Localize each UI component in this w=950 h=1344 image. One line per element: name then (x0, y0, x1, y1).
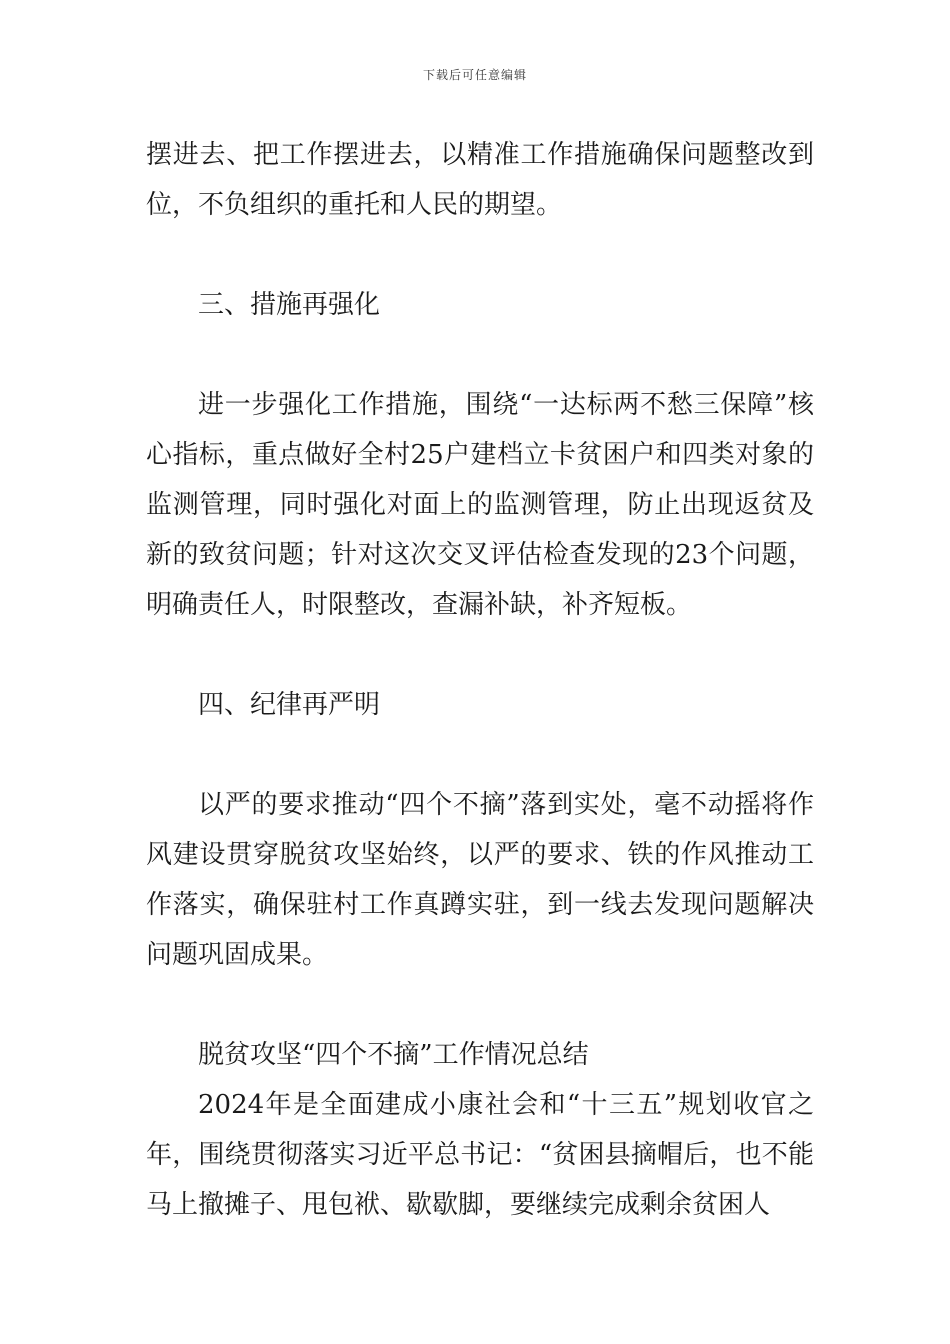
paragraph-measures: 进一步强化工作措施，围绕“一达标两不愁三保障”核心指标，重点做好全村25户建档立卡贫困户和四类对象的监测管理，同时强化对面上的监测管理，防止出现返贫及新的致贫问题；针对这次交叉评估检查发现的23个问题，明确责任人，时限整改，查漏补缺，补齐短板。 (146, 390, 814, 620)
paragraph-discipline: 以严的要求推动“四个不摘”落到实处，毫不动摇将作风建设贯穿脱贫攻坚始终，以严的要求、铁的作风推动工作落实，确保驻村工作真蹲实驻，到一线去发现问题解决问题巩固成果。 (146, 790, 814, 970)
spacer (146, 730, 814, 780)
document-body (146, 130, 814, 1230)
section-heading-3: 三、措施再强化 (198, 290, 381, 320)
spacer (146, 230, 814, 280)
section-heading-4: 四、纪律再严明 (198, 690, 381, 720)
paragraph-summary-intro: 2024年是全面建成小康社会和“十三五”规划收官之年，围绕贯彻落实习近平总书记：“贫困县摘帽后，也不能马上撤摊子、甩包袱、歇歇脚，要继续完成剩余贫困人 (146, 1090, 814, 1220)
spacer (146, 630, 814, 680)
spacer (146, 330, 814, 380)
spacer (146, 980, 814, 1030)
document-subtitle: 脱贫攻坚“四个不摘”工作情况总结 (198, 1040, 589, 1070)
paragraph-continuation: 摆进去、把工作摆进去，以精准工作措施确保问题整改到位，不负组织的重托和人民的期望。 (146, 140, 814, 220)
header-note: 下载后可任意编辑 (422, 68, 527, 82)
